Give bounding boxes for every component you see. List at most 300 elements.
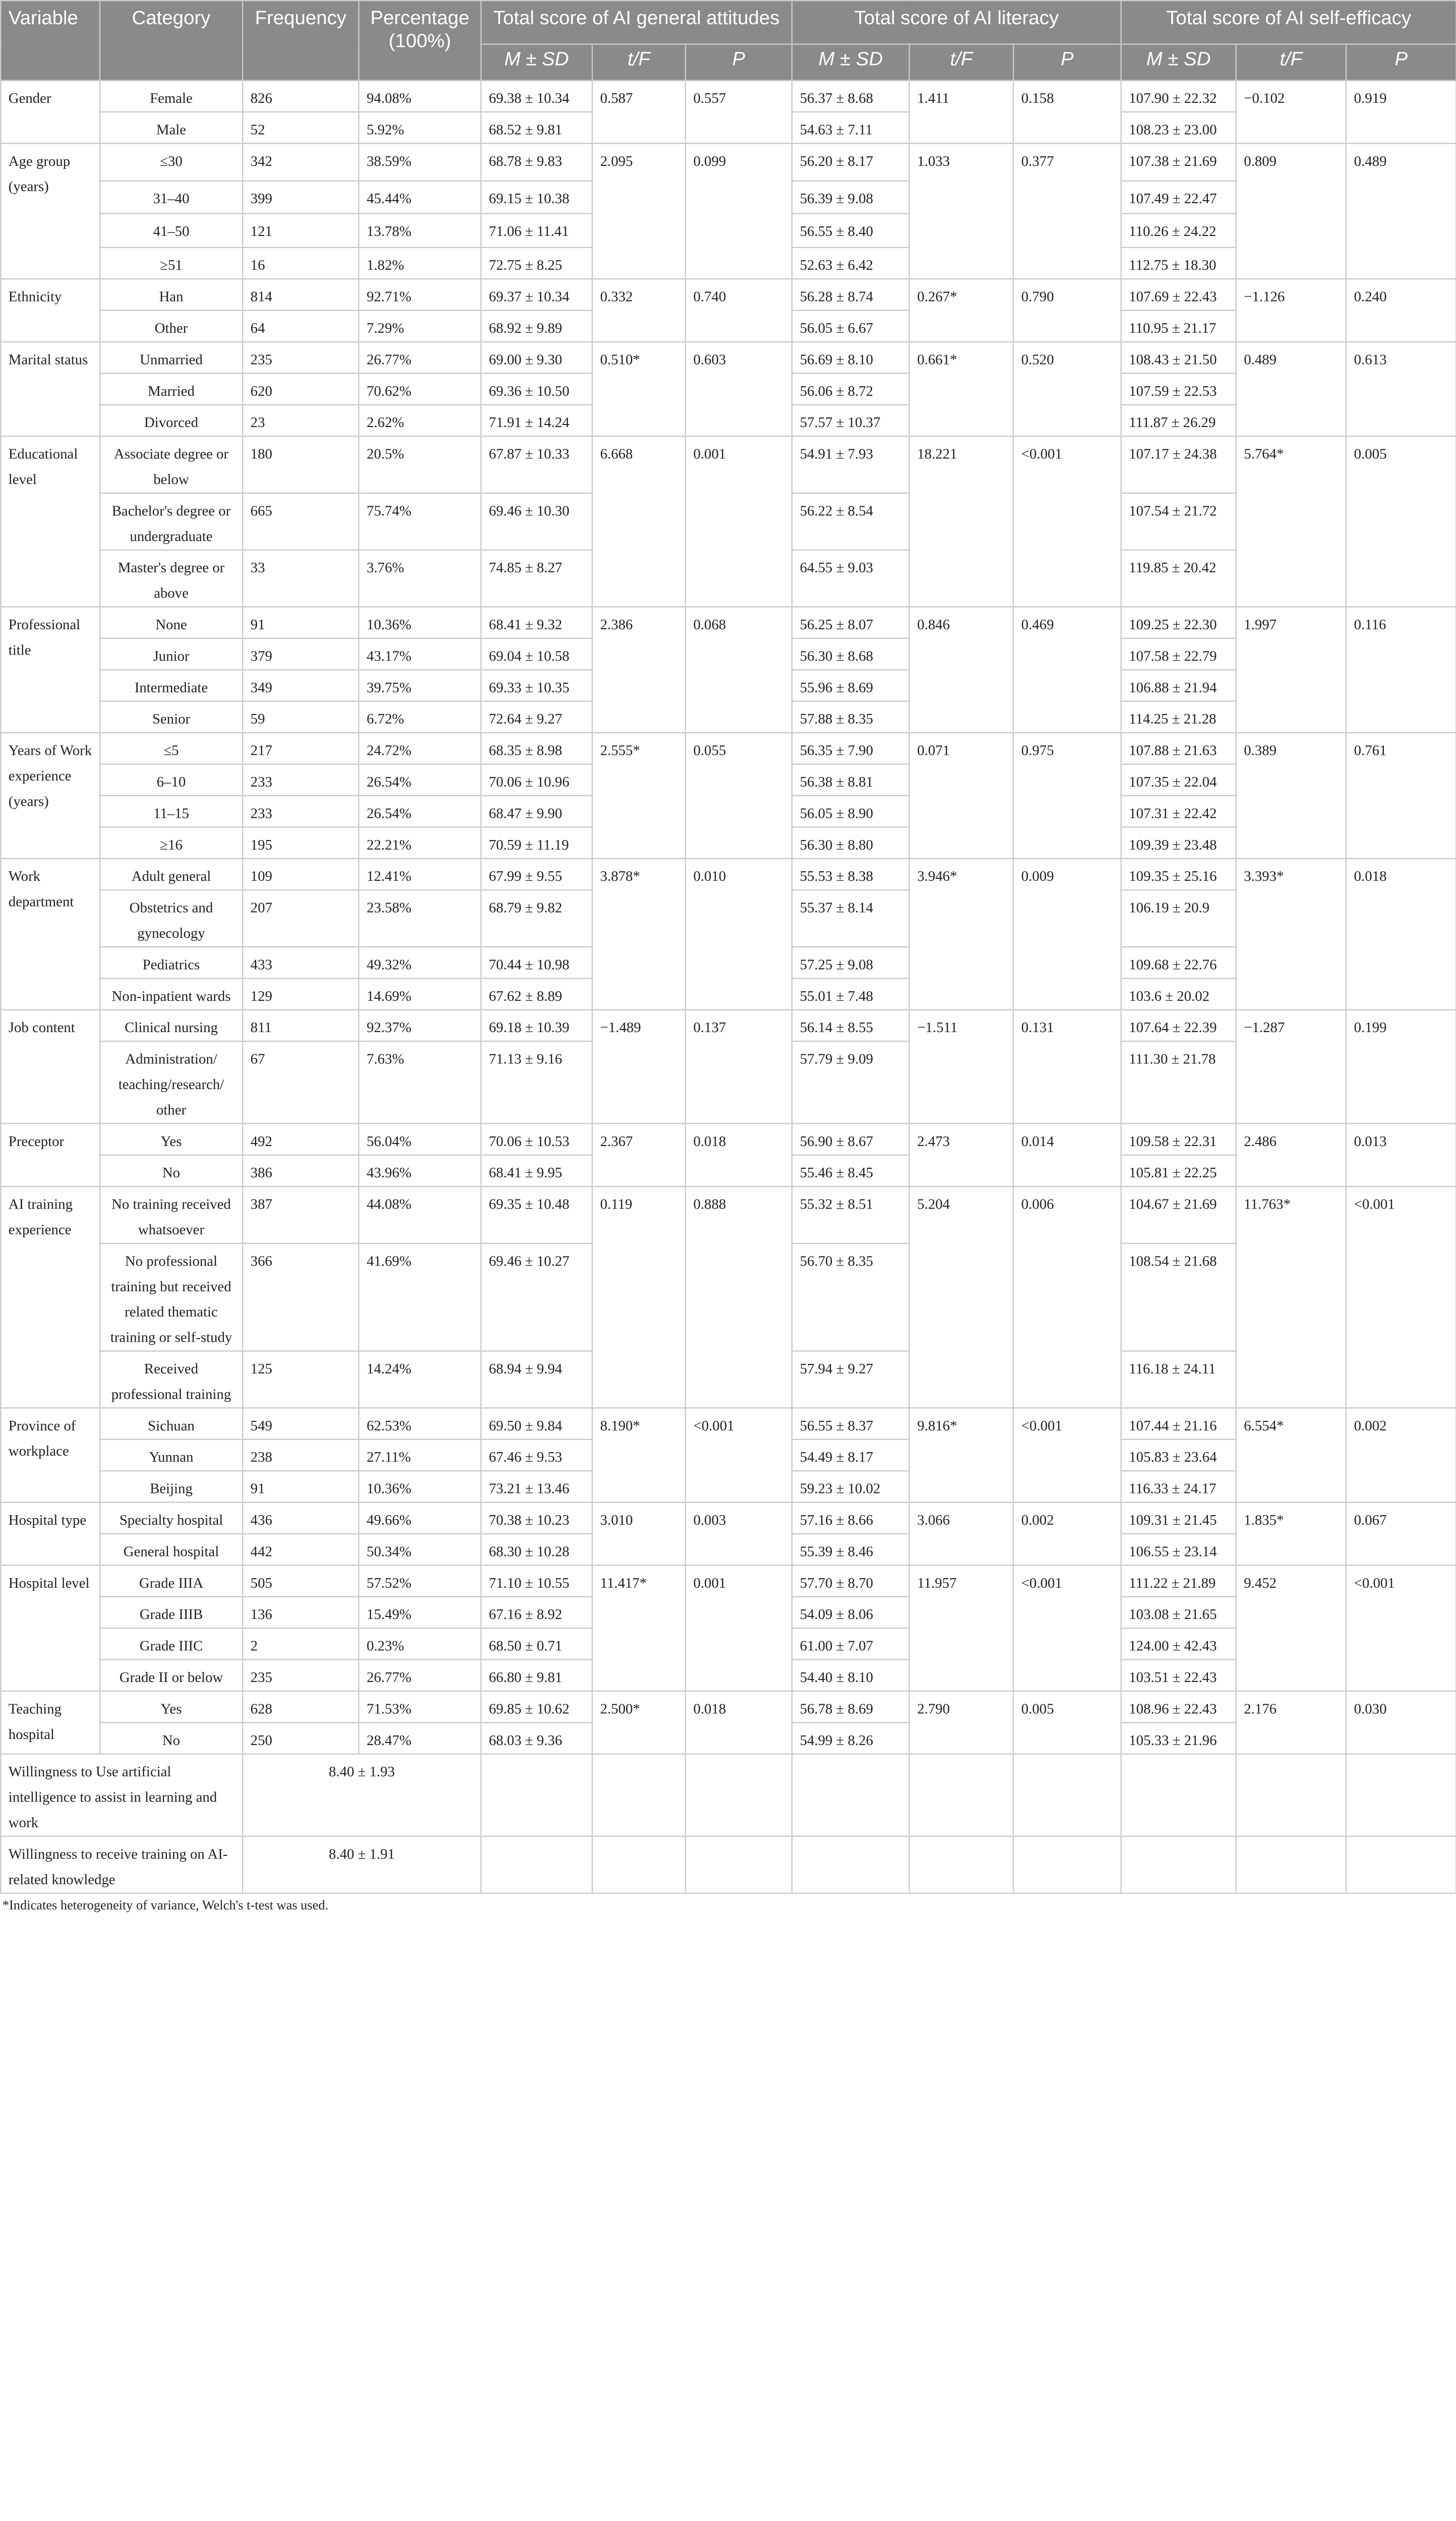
attitudes-msd-cell: 70.38 ± 10.23: [481, 1503, 592, 1534]
attitudes-p-cell: 0.018: [686, 1691, 792, 1754]
attitudes-msd-cell: 67.87 ± 10.33: [481, 436, 592, 493]
attitudes-msd-cell: 68.52 ± 9.81: [481, 112, 592, 143]
willingness-row: [1, 1754, 1456, 1836]
category-cell: Junior: [100, 638, 242, 670]
literacy-tf-cell: 0.661*: [909, 342, 1013, 436]
literacy-p-cell: 0.790: [1013, 279, 1121, 342]
percentage-cell: 6.72%: [359, 701, 481, 733]
frequency-cell: 386: [242, 1155, 358, 1186]
literacy-msd-cell: 55.01 ± 7.48: [792, 978, 909, 1009]
empty-cell: [1013, 1754, 1121, 1836]
willingness-label-cell: Willingness to receive training on AI-related knowledge: [1, 1836, 242, 1893]
literacy-msd-cell: 55.96 ± 8.69: [792, 670, 909, 701]
category-cell: Other: [100, 311, 242, 342]
literacy-msd-cell: 56.90 ± 8.67: [792, 1123, 909, 1155]
category-cell: Specialty hospital: [100, 1503, 242, 1534]
table-header: [1, 1, 1456, 80]
empty-cell: [592, 1836, 686, 1893]
efficacy-msd-cell: 110.26 ± 24.22: [1121, 214, 1236, 248]
percentage-cell: 43.17%: [359, 638, 481, 670]
efficacy-p-cell: 0.005: [1346, 436, 1456, 607]
attitudes-p-cell: 0.018: [686, 1123, 792, 1186]
literacy-msd-cell: 56.38 ± 8.81: [792, 764, 909, 796]
attitudes-msd-cell: 69.35 ± 10.48: [481, 1186, 592, 1243]
efficacy-msd-cell: 106.88 ± 21.94: [1121, 670, 1236, 701]
efficacy-msd-cell: 107.88 ± 21.63: [1121, 733, 1236, 764]
attitudes-msd-cell: 72.64 ± 9.27: [481, 701, 592, 733]
literacy-msd-cell: 57.70 ± 8.70: [792, 1565, 909, 1596]
percentage-cell: 12.41%: [359, 859, 481, 890]
literacy-msd-cell: 57.16 ± 8.66: [792, 1503, 909, 1534]
table-row: [1, 342, 1456, 373]
efficacy-msd-cell: 114.25 ± 21.28: [1121, 701, 1236, 733]
table-row: [1, 607, 1456, 638]
category-cell: Associate degree or below: [100, 436, 242, 493]
attitudes-p-cell: 0.137: [686, 1010, 792, 1124]
percentage-cell: 62.53%: [359, 1408, 481, 1439]
frequency-cell: 2: [242, 1628, 358, 1659]
category-cell: 31–40: [100, 181, 242, 214]
attitudes-msd-cell: 68.92 ± 9.89: [481, 311, 592, 342]
efficacy-msd-cell: 108.43 ± 21.50: [1121, 342, 1236, 373]
empty-cell: [1236, 1836, 1346, 1893]
attitudes-msd-cell: 68.30 ± 10.28: [481, 1534, 592, 1565]
frequency-cell: 235: [242, 342, 358, 373]
efficacy-tf-cell: 6.554*: [1236, 1408, 1346, 1502]
efficacy-msd-cell: 119.85 ± 20.42: [1121, 550, 1236, 607]
category-cell: Pediatrics: [100, 947, 242, 978]
attitudes-msd-cell: 73.21 ± 13.46: [481, 1471, 592, 1502]
variable-cell: Marital status: [1, 342, 100, 436]
header-tf: t/F: [1236, 44, 1346, 81]
efficacy-msd-cell: 107.38 ± 21.69: [1121, 143, 1236, 181]
attitudes-p-cell: 0.888: [686, 1186, 792, 1408]
efficacy-msd-cell: 110.95 ± 21.17: [1121, 311, 1236, 342]
willingness-value-cell: 8.40 ± 1.91: [242, 1836, 481, 1893]
efficacy-msd-cell: 107.31 ± 22.42: [1121, 796, 1236, 827]
empty-cell: [909, 1754, 1013, 1836]
literacy-msd-cell: 55.39 ± 8.46: [792, 1534, 909, 1565]
efficacy-tf-cell: 2.176: [1236, 1691, 1346, 1754]
percentage-cell: 50.34%: [359, 1534, 481, 1565]
empty-cell: [1236, 1754, 1346, 1836]
willingness-value-cell: 8.40 ± 1.93: [242, 1754, 481, 1836]
category-cell: Female: [100, 81, 242, 112]
category-cell: No training received whatsoever: [100, 1186, 242, 1243]
category-cell: Grade IIIB: [100, 1597, 242, 1628]
frequency-cell: 492: [242, 1123, 358, 1155]
percentage-cell: 5.92%: [359, 112, 481, 143]
empty-cell: [792, 1836, 909, 1893]
frequency-cell: 207: [242, 890, 358, 947]
header-p: P: [1013, 44, 1121, 81]
attitudes-msd-cell: 70.06 ± 10.53: [481, 1123, 592, 1155]
literacy-msd-cell: 56.06 ± 8.72: [792, 373, 909, 404]
efficacy-msd-cell: 107.49 ± 22.47: [1121, 181, 1236, 214]
frequency-cell: 233: [242, 796, 358, 827]
attitudes-tf-cell: 3.878*: [592, 859, 686, 1010]
efficacy-tf-cell: −1.287: [1236, 1010, 1346, 1124]
efficacy-msd-cell: 107.35 ± 22.04: [1121, 764, 1236, 796]
efficacy-msd-cell: 108.54 ± 21.68: [1121, 1243, 1236, 1351]
empty-cell: [1346, 1754, 1456, 1836]
frequency-cell: 195: [242, 827, 358, 858]
category-cell: Bachelor's degree or undergraduate: [100, 493, 242, 550]
category-cell: No professional training but received related thematic training or self-study: [100, 1243, 242, 1351]
attitudes-msd-cell: 66.80 ± 9.81: [481, 1660, 592, 1691]
attitudes-tf-cell: 2.386: [592, 607, 686, 733]
efficacy-msd-cell: 109.39 ± 23.48: [1121, 827, 1236, 858]
efficacy-msd-cell: 109.31 ± 21.45: [1121, 1503, 1236, 1534]
empty-cell: [1121, 1836, 1236, 1893]
efficacy-msd-cell: 107.54 ± 21.72: [1121, 493, 1236, 550]
efficacy-p-cell: 0.002: [1346, 1408, 1456, 1502]
literacy-p-cell: 0.006: [1013, 1186, 1121, 1408]
literacy-msd-cell: 57.88 ± 8.35: [792, 701, 909, 733]
literacy-msd-cell: 55.53 ± 8.38: [792, 859, 909, 890]
percentage-cell: 26.77%: [359, 1660, 481, 1691]
table-row: [1, 436, 1456, 493]
attitudes-p-cell: 0.003: [686, 1503, 792, 1566]
efficacy-p-cell: 0.240: [1346, 279, 1456, 342]
category-cell: Received professional training: [100, 1351, 242, 1408]
efficacy-p-cell: 0.613: [1346, 342, 1456, 436]
header-category: Category: [100, 1, 242, 80]
header-msd: M ± SD: [1121, 44, 1236, 81]
frequency-cell: 250: [242, 1722, 358, 1754]
efficacy-msd-cell: 105.83 ± 23.64: [1121, 1439, 1236, 1471]
attitudes-msd-cell: 67.46 ± 9.53: [481, 1439, 592, 1471]
variable-cell: Hospital level: [1, 1565, 100, 1691]
table-row: [1, 1408, 1456, 1439]
variable-cell: Hospital type: [1, 1503, 100, 1566]
frequency-cell: 180: [242, 436, 358, 493]
category-cell: Grade IIIA: [100, 1565, 242, 1596]
percentage-cell: 75.74%: [359, 493, 481, 550]
willingness-row: [1, 1836, 1456, 1893]
literacy-msd-cell: 55.37 ± 8.14: [792, 890, 909, 947]
frequency-cell: 349: [242, 670, 358, 701]
empty-cell: [686, 1754, 792, 1836]
percentage-cell: 39.75%: [359, 670, 481, 701]
category-cell: Grade II or below: [100, 1660, 242, 1691]
frequency-cell: 433: [242, 947, 358, 978]
literacy-tf-cell: 11.957: [909, 1565, 1013, 1691]
header-frequency: Frequency: [242, 1, 358, 80]
category-cell: Yes: [100, 1123, 242, 1155]
literacy-msd-cell: 56.70 ± 8.35: [792, 1243, 909, 1351]
attitudes-msd-cell: 69.33 ± 10.35: [481, 670, 592, 701]
efficacy-tf-cell: 3.393*: [1236, 859, 1346, 1010]
table-row: [1, 1123, 1456, 1155]
category-cell: ≥16: [100, 827, 242, 858]
efficacy-msd-cell: 116.33 ± 24.17: [1121, 1471, 1236, 1502]
attitudes-msd-cell: 70.44 ± 10.98: [481, 947, 592, 978]
percentage-cell: 57.52%: [359, 1565, 481, 1596]
attitudes-tf-cell: 11.417*: [592, 1565, 686, 1691]
header-tf: t/F: [909, 44, 1013, 81]
willingness-label-cell: Willingness to Use artificial intelligence to assist in learning and work: [1, 1754, 242, 1836]
variable-cell: Teaching hospital: [1, 1691, 100, 1754]
header-group-efficacy: Total score of AI self-efficacy: [1121, 1, 1456, 44]
attitudes-msd-cell: 68.79 ± 9.82: [481, 890, 592, 947]
efficacy-msd-cell: 103.51 ± 22.43: [1121, 1660, 1236, 1691]
percentage-cell: 92.37%: [359, 1010, 481, 1041]
percentage-cell: 70.62%: [359, 373, 481, 404]
attitudes-msd-cell: 67.16 ± 8.92: [481, 1597, 592, 1628]
percentage-cell: 23.58%: [359, 890, 481, 947]
percentage-cell: 10.36%: [359, 1471, 481, 1502]
efficacy-p-cell: 0.919: [1346, 81, 1456, 144]
frequency-cell: 217: [242, 733, 358, 764]
literacy-msd-cell: 57.57 ± 10.37: [792, 405, 909, 436]
literacy-tf-cell: 9.816*: [909, 1408, 1013, 1502]
percentage-cell: 49.66%: [359, 1503, 481, 1534]
category-cell: General hospital: [100, 1534, 242, 1565]
efficacy-msd-cell: 103.08 ± 21.65: [1121, 1597, 1236, 1628]
attitudes-p-cell: 0.557: [686, 81, 792, 144]
attitudes-tf-cell: 2.500*: [592, 1691, 686, 1754]
efficacy-tf-cell: −1.126: [1236, 279, 1346, 342]
literacy-p-cell: 0.158: [1013, 81, 1121, 144]
percentage-cell: 38.59%: [359, 143, 481, 181]
category-cell: ≤5: [100, 733, 242, 764]
attitudes-p-cell: 0.001: [686, 1565, 792, 1691]
variable-cell: Gender: [1, 81, 100, 144]
category-cell: No: [100, 1155, 242, 1186]
literacy-p-cell: 0.469: [1013, 607, 1121, 733]
percentage-cell: 1.82%: [359, 248, 481, 279]
literacy-tf-cell: 2.790: [909, 1691, 1013, 1754]
literacy-msd-cell: 56.35 ± 7.90: [792, 733, 909, 764]
efficacy-tf-cell: 9.452: [1236, 1565, 1346, 1691]
attitudes-tf-cell: 8.190*: [592, 1408, 686, 1502]
efficacy-p-cell: 0.018: [1346, 859, 1456, 1010]
efficacy-p-cell: <0.001: [1346, 1565, 1456, 1691]
attitudes-tf-cell: 3.010: [592, 1503, 686, 1566]
literacy-msd-cell: 64.55 ± 9.03: [792, 550, 909, 607]
percentage-cell: 14.24%: [359, 1351, 481, 1408]
percentage-cell: 28.47%: [359, 1722, 481, 1754]
frequency-cell: 549: [242, 1408, 358, 1439]
frequency-cell: 387: [242, 1186, 358, 1243]
literacy-p-cell: 0.009: [1013, 859, 1121, 1010]
attitudes-tf-cell: 2.555*: [592, 733, 686, 859]
percentage-cell: 14.69%: [359, 978, 481, 1009]
efficacy-msd-cell: 103.6 ± 20.02: [1121, 978, 1236, 1009]
category-cell: Clinical nursing: [100, 1010, 242, 1041]
attitudes-tf-cell: 0.510*: [592, 342, 686, 436]
literacy-tf-cell: 1.033: [909, 143, 1013, 279]
literacy-msd-cell: 61.00 ± 7.07: [792, 1628, 909, 1659]
attitudes-msd-cell: 69.36 ± 10.50: [481, 373, 592, 404]
literacy-msd-cell: 56.55 ± 8.37: [792, 1408, 909, 1439]
efficacy-p-cell: 0.030: [1346, 1691, 1456, 1754]
attitudes-p-cell: 0.740: [686, 279, 792, 342]
attitudes-msd-cell: 72.75 ± 8.25: [481, 248, 592, 279]
percentage-cell: 49.32%: [359, 947, 481, 978]
category-cell: ≤30: [100, 143, 242, 181]
efficacy-msd-cell: 116.18 ± 24.11: [1121, 1351, 1236, 1408]
frequency-cell: 136: [242, 1597, 358, 1628]
literacy-msd-cell: 55.32 ± 8.51: [792, 1186, 909, 1243]
efficacy-tf-cell: 5.764*: [1236, 436, 1346, 607]
frequency-cell: 91: [242, 607, 358, 638]
literacy-msd-cell: 55.46 ± 8.45: [792, 1155, 909, 1186]
frequency-cell: 811: [242, 1010, 358, 1041]
efficacy-msd-cell: 107.58 ± 22.79: [1121, 638, 1236, 670]
percentage-cell: 2.62%: [359, 405, 481, 436]
empty-cell: [481, 1754, 592, 1836]
table-row: [1, 1010, 1456, 1041]
empty-cell: [1013, 1836, 1121, 1893]
percentage-cell: 0.23%: [359, 1628, 481, 1659]
frequency-cell: 64: [242, 311, 358, 342]
header-msd: M ± SD: [481, 44, 592, 81]
efficacy-tf-cell: 1.997: [1236, 607, 1346, 733]
literacy-tf-cell: 0.846: [909, 607, 1013, 733]
header-percentage: Percentage (100%): [359, 1, 481, 80]
header-p: P: [1346, 44, 1456, 81]
efficacy-tf-cell: −0.102: [1236, 81, 1346, 144]
frequency-cell: 125: [242, 1351, 358, 1408]
category-cell: Divorced: [100, 405, 242, 436]
frequency-cell: 233: [242, 764, 358, 796]
category-cell: Adult general: [100, 859, 242, 890]
category-cell: 41–50: [100, 214, 242, 248]
efficacy-msd-cell: 108.96 ± 22.43: [1121, 1691, 1236, 1722]
literacy-tf-cell: 3.946*: [909, 859, 1013, 1010]
header-variable: Variable: [1, 1, 100, 80]
efficacy-p-cell: 0.116: [1346, 607, 1456, 733]
attitudes-msd-cell: 68.03 ± 9.36: [481, 1722, 592, 1754]
table-row: [1, 859, 1456, 890]
category-cell: Administration/ teaching/research/ other: [100, 1041, 242, 1123]
literacy-msd-cell: 56.05 ± 8.90: [792, 796, 909, 827]
literacy-p-cell: <0.001: [1013, 1408, 1121, 1502]
percentage-cell: 56.04%: [359, 1123, 481, 1155]
efficacy-msd-cell: 104.67 ± 21.69: [1121, 1186, 1236, 1243]
efficacy-msd-cell: 105.33 ± 21.96: [1121, 1722, 1236, 1754]
efficacy-msd-cell: 111.22 ± 21.89: [1121, 1565, 1236, 1596]
literacy-msd-cell: 54.40 ± 8.10: [792, 1660, 909, 1691]
variable-cell: Age group (years): [1, 143, 100, 279]
literacy-msd-cell: 56.69 ± 8.10: [792, 342, 909, 373]
literacy-msd-cell: 56.05 ± 6.67: [792, 311, 909, 342]
header-p: P: [686, 44, 792, 81]
literacy-msd-cell: 57.79 ± 9.09: [792, 1041, 909, 1123]
literacy-msd-cell: 56.55 ± 8.40: [792, 214, 909, 248]
literacy-tf-cell: −1.511: [909, 1010, 1013, 1124]
attitudes-tf-cell: 6.668: [592, 436, 686, 607]
literacy-msd-cell: 54.91 ± 7.93: [792, 436, 909, 493]
literacy-msd-cell: 56.28 ± 8.74: [792, 279, 909, 310]
attitudes-msd-cell: 68.47 ± 9.90: [481, 796, 592, 827]
variable-cell: AI training experience: [1, 1186, 100, 1408]
literacy-msd-cell: 59.23 ± 10.02: [792, 1471, 909, 1502]
percentage-cell: 24.72%: [359, 733, 481, 764]
variable-cell: Preceptor: [1, 1123, 100, 1186]
frequency-cell: 505: [242, 1565, 358, 1596]
literacy-msd-cell: 56.78 ± 8.69: [792, 1691, 909, 1722]
efficacy-msd-cell: 112.75 ± 18.30: [1121, 248, 1236, 279]
literacy-msd-cell: 54.49 ± 8.17: [792, 1439, 909, 1471]
attitudes-msd-cell: 71.91 ± 14.24: [481, 405, 592, 436]
category-cell: None: [100, 607, 242, 638]
frequency-cell: 436: [242, 1503, 358, 1534]
literacy-msd-cell: 52.63 ± 6.42: [792, 248, 909, 279]
literacy-msd-cell: 56.30 ± 8.80: [792, 827, 909, 858]
frequency-cell: 238: [242, 1439, 358, 1471]
attitudes-p-cell: 0.099: [686, 143, 792, 279]
header-group-attitudes: Total score of AI general attitudes: [481, 1, 792, 44]
literacy-tf-cell: 0.267*: [909, 279, 1013, 342]
variable-cell: Work department: [1, 859, 100, 1010]
attitudes-msd-cell: 69.38 ± 10.34: [481, 81, 592, 112]
efficacy-msd-cell: 107.69 ± 22.43: [1121, 279, 1236, 310]
efficacy-msd-cell: 109.25 ± 22.30: [1121, 607, 1236, 638]
attitudes-tf-cell: −1.489: [592, 1010, 686, 1124]
efficacy-tf-cell: 2.486: [1236, 1123, 1346, 1186]
literacy-msd-cell: 56.25 ± 8.07: [792, 607, 909, 638]
table-row: [1, 1565, 1456, 1596]
header-tf: t/F: [592, 44, 686, 81]
efficacy-msd-cell: 124.00 ± 42.43: [1121, 1628, 1236, 1659]
variable-cell: Job content: [1, 1010, 100, 1124]
category-cell: No: [100, 1722, 242, 1754]
table-body: [1, 81, 1456, 1893]
percentage-cell: 15.49%: [359, 1597, 481, 1628]
percentage-cell: 45.44%: [359, 181, 481, 214]
attitudes-p-cell: 0.010: [686, 859, 792, 1010]
attitudes-msd-cell: 69.37 ± 10.34: [481, 279, 592, 310]
literacy-msd-cell: 56.30 ± 8.68: [792, 638, 909, 670]
percentage-cell: 26.54%: [359, 796, 481, 827]
category-cell: 11–15: [100, 796, 242, 827]
variable-cell: Years of Work experience (years): [1, 733, 100, 859]
attitudes-msd-cell: 69.50 ± 9.84: [481, 1408, 592, 1439]
percentage-cell: 20.5%: [359, 436, 481, 493]
efficacy-tf-cell: 0.389: [1236, 733, 1346, 859]
literacy-p-cell: 0.975: [1013, 733, 1121, 859]
percentage-cell: 26.77%: [359, 342, 481, 373]
percentage-cell: 43.96%: [359, 1155, 481, 1186]
frequency-cell: 67: [242, 1041, 358, 1123]
category-cell: Han: [100, 279, 242, 310]
percentage-cell: 22.21%: [359, 827, 481, 858]
literacy-p-cell: 0.131: [1013, 1010, 1121, 1124]
literacy-tf-cell: 1.411: [909, 81, 1013, 144]
empty-cell: [686, 1836, 792, 1893]
attitudes-p-cell: 0.001: [686, 436, 792, 607]
literacy-tf-cell: 3.066: [909, 1503, 1013, 1566]
literacy-tf-cell: 0.071: [909, 733, 1013, 859]
attitudes-msd-cell: 69.00 ± 9.30: [481, 342, 592, 373]
efficacy-msd-cell: 107.90 ± 22.32: [1121, 81, 1236, 112]
variable-cell: Educational level: [1, 436, 100, 607]
efficacy-tf-cell: 1.835*: [1236, 1503, 1346, 1566]
attitudes-msd-cell: 69.15 ± 10.38: [481, 181, 592, 214]
literacy-msd-cell: 56.14 ± 8.55: [792, 1010, 909, 1041]
literacy-p-cell: 0.377: [1013, 143, 1121, 279]
efficacy-msd-cell: 109.68 ± 22.76: [1121, 947, 1236, 978]
category-cell: Sichuan: [100, 1408, 242, 1439]
frequency-cell: 109: [242, 859, 358, 890]
literacy-p-cell: 0.014: [1013, 1123, 1121, 1186]
efficacy-p-cell: <0.001: [1346, 1186, 1456, 1408]
empty-cell: [909, 1836, 1013, 1893]
header-group-literacy: Total score of AI literacy: [792, 1, 1121, 44]
